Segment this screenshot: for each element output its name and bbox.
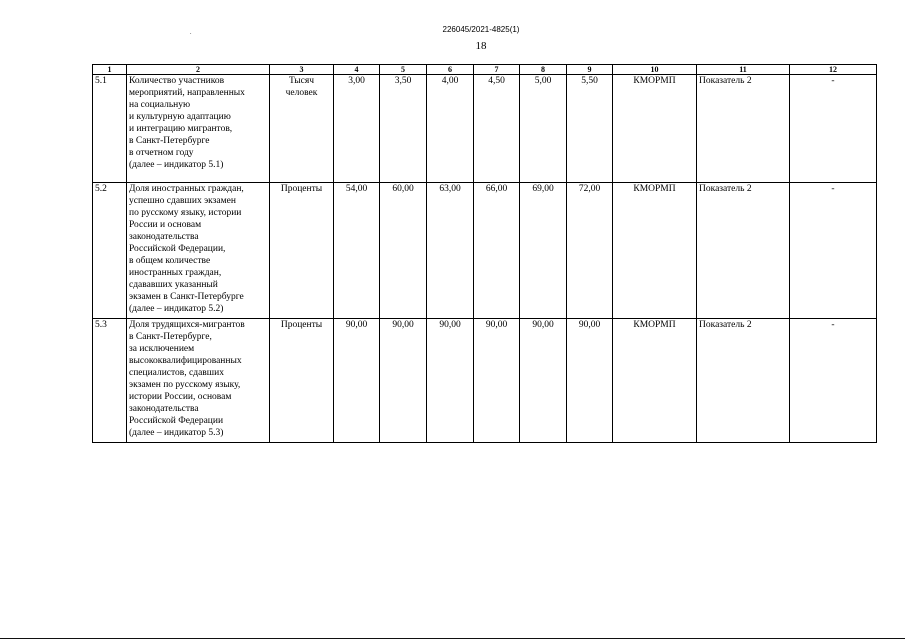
column-number-row	[93, 65, 877, 75]
indicators-table	[92, 64, 877, 443]
row-value: 60,00	[380, 183, 427, 319]
row-value: 4,50	[474, 75, 520, 183]
stray-dot: .	[190, 30, 192, 36]
row-note: -	[790, 319, 877, 443]
row-value: 66,00	[474, 183, 520, 319]
column-header: 11	[697, 65, 790, 75]
row-responsible: КМОРМП	[613, 319, 697, 443]
column-header: 12	[790, 65, 877, 75]
row-code: 5.3	[93, 319, 127, 443]
row-value: 90,00	[334, 319, 380, 443]
row-description: Доля иностранных граждан, успешно сдавших экзамен по русскому языку, истории России и основам законодательства Российской Федерации, в общем количестве иностранных граждан, сдававших указанный экзамен в Санкт-Петербурге (далее – индикатор 5.2)	[127, 183, 270, 319]
column-header: 6	[427, 65, 474, 75]
column-header: 1	[93, 65, 127, 75]
column-header: 4	[334, 65, 380, 75]
row-value: 90,00	[567, 319, 613, 443]
column-header: 9	[567, 65, 613, 75]
row-unit: Проценты	[270, 319, 334, 443]
row-responsible: КМОРМП	[613, 75, 697, 183]
row-indicator: Показатель 2	[697, 319, 790, 443]
row-value: 90,00	[520, 319, 567, 443]
column-header: 10	[613, 65, 697, 75]
row-value: 54,00	[334, 183, 380, 319]
scan-edge-line	[0, 638, 905, 639]
column-header: 2	[127, 65, 270, 75]
row-note: -	[790, 75, 877, 183]
page-number: 18	[475, 40, 487, 52]
row-unit: Тысяч человек	[270, 75, 334, 183]
table-row	[93, 75, 877, 183]
row-responsible: КМОРМП	[613, 183, 697, 319]
table-row	[93, 319, 877, 443]
column-header: 8	[520, 65, 567, 75]
row-description: Доля трудящихся-мигрантов в Санкт-Петербурге, за исключением высококвалифицированных специалистов, сдавших экзамен по русскому языку, истории России, основам законодательства Российской Федерации (далее – индикатор 5.3)	[127, 319, 270, 443]
document-id: 226045/2021-4825(1)	[442, 25, 520, 34]
column-header: 3	[270, 65, 334, 75]
row-value: 90,00	[380, 319, 427, 443]
row-value: 72,00	[567, 183, 613, 319]
row-unit: Проценты	[270, 183, 334, 319]
row-value: 5,50	[567, 75, 613, 183]
row-value: 3,00	[334, 75, 380, 183]
row-value: 5,00	[520, 75, 567, 183]
column-header: 5	[380, 65, 427, 75]
row-value: 90,00	[427, 319, 474, 443]
row-indicator: Показатель 2	[697, 75, 790, 183]
row-value: 90,00	[474, 319, 520, 443]
row-code: 5.2	[93, 183, 127, 319]
column-header: 7	[474, 65, 520, 75]
row-value: 63,00	[427, 183, 474, 319]
row-value: 4,00	[427, 75, 474, 183]
row-value: 69,00	[520, 183, 567, 319]
table-row	[93, 183, 877, 319]
row-description: Количество участников мероприятий, направленных на социальную и культурную адаптацию и интеграцию мигрантов, в Санкт-Петербурге в отчетном году (далее – индикатор 5.1)	[127, 75, 270, 183]
row-code: 5.1	[93, 75, 127, 183]
row-indicator: Показатель 2	[697, 183, 790, 319]
row-value: 3,50	[380, 75, 427, 183]
row-note: -	[790, 183, 877, 319]
